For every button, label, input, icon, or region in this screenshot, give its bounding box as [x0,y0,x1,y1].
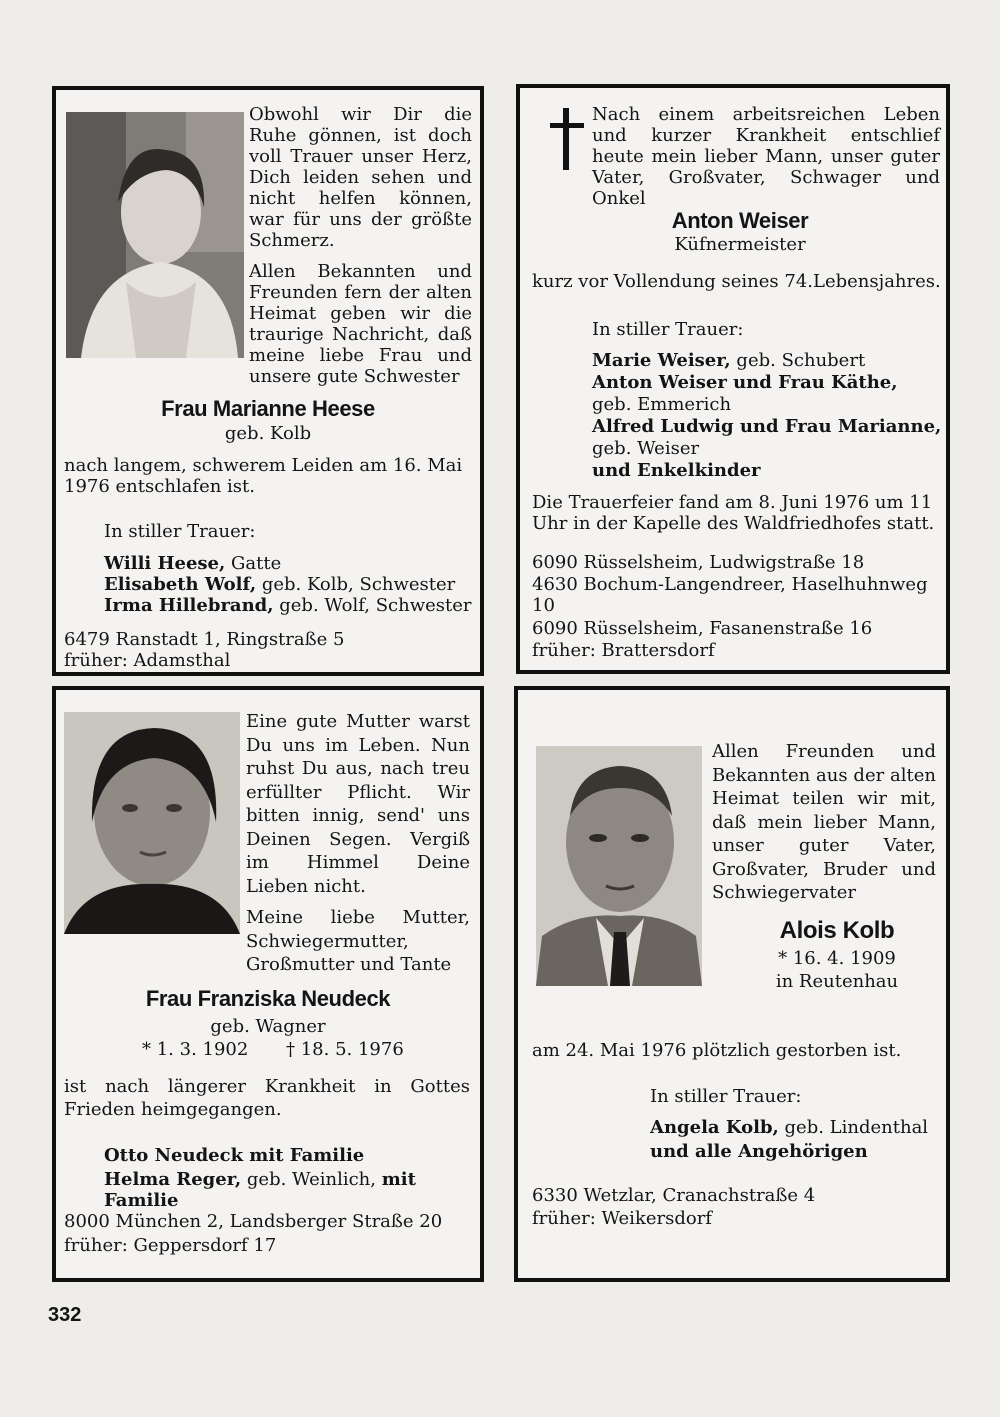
mourner-name: Helma Reger, [104,1169,242,1190]
obituary-alois-kolb [514,686,950,1282]
mourner-line [104,1169,480,1211]
mourner-family: mit Familie [104,1169,416,1211]
mourner-relation: geb. Kolb, Schwester [256,574,456,595]
birth-date: * 16. 4. 1909 [778,948,896,969]
obituary-franziska-neudeck [52,686,484,1282]
former-address-line: früher: Adamsthal [64,650,231,671]
mourner-name: Angela Kolb, [650,1117,779,1138]
obituary-marianne-heese [52,86,484,676]
former-address-line: früher: Geppersdorf 17 [64,1235,277,1256]
mourner-name: Willi Heese, [104,553,226,574]
mourning-label: In stiller Trauer: [104,521,256,542]
death-date: † 18. 5. 1976 [286,1039,404,1060]
death-notice-text: nach langem, schwerem Leiden am 16. Mai 1976 entschlafen ist. [64,455,463,497]
address-line: 4630 Bochum-Langendreer, Haselhuhnweg 10 [532,574,928,616]
mourner-relation: geb. Schubert [730,350,866,371]
mourner-line [650,1117,928,1138]
address-line: 6330 Wetzlar, Cranachstraße 4 [532,1185,816,1206]
mourner-line: Alfred Ludwig und Frau Marianne, [592,416,942,437]
obituary-anton-weiser [516,84,950,674]
portrait-photo-marianne-heese [66,112,244,358]
former-address-line: früher: Weikersdorf [532,1208,712,1229]
birth-date: * 1. 3. 1902 [142,1039,249,1060]
mourner-line [592,350,865,371]
deceased-name: Alois Kolb [779,917,895,944]
mourner-name: Marie Weiser, [592,350,731,371]
address-line: 8000 München 2, Landsberger Straße 20 [64,1211,443,1232]
mourner-line: und alle Angehörigen [650,1141,868,1162]
mourner-relation: Gatte [225,553,282,574]
cross-icon [550,108,584,170]
maiden-name: geb. Wagner [210,1016,326,1037]
announcement-text: Allen Bekannten und Freunden fern der alten Heimat geben wir die traurige Nachricht, daß meine liebe Frau und unsere gute Schwester [249,261,472,387]
mourning-label: In stiller Trauer: [592,319,744,340]
portrait-photo-franziska-neudeck [64,712,240,934]
announcement-text: Nach einem arbeitsreichen Leben und kurzer Krankheit entschlief heute mein lieber Mann, unser guter Vater, Großvater, Schwager und Onkel [592,104,940,209]
birth-place: in Reutenhau [775,971,899,992]
mourner-relation: geb. Lindenthal [778,1117,929,1138]
mourner-relation: geb. Weiser [592,438,700,459]
mourner-line [104,595,472,616]
mourner-relation: geb. Wolf, Schwester [273,595,472,616]
maiden-name: geb. Kolb [224,423,312,444]
page-number: 332 [48,1304,82,1326]
announcement-text: Allen Freunden und Bekannten aus der alten Heimat teilen wir mit, daß mein lieber Mann, unser guter Vater, Großvater, Bruder und Schwiegervater [712,741,936,903]
address-line: 6090 Rüsselsheim, Fasanenstraße 16 [532,618,873,639]
mourner-line [104,553,281,574]
mourner-line: Otto Neudeck mit Familie [104,1145,365,1166]
poem-text: Eine gute Mutter warst Du uns im Leben. Nun ruhst Du aus, nach treu erfüllter Pflicht. Wir bitten innig, send' uns Deinen Segen. Vergiß im Himmel Deine Lieben nicht. [246,711,470,897]
address-line: 6090 Rüsselsheim, Ludwigstraße 18 [532,552,865,573]
mourner-relation: geb. Emmerich [592,394,732,415]
mourner-line: Anton Weiser und Frau Käthe, [592,372,898,393]
mourner-line: und Enkelkinder [592,460,761,481]
poem-text: Obwohl wir Dir die Ruhe gönnen, ist doch voll Trauer unser Herz, Dich leiden sehen und nicht helfen können, war für uns der größte Schmerz. [249,104,472,251]
deceased-name: Frau Marianne Heese [161,396,375,421]
mourner-name: Elisabeth Wolf, [104,574,257,595]
deceased-name: Anton Weiser [671,208,809,233]
mourner-name: Irma Hillebrand, [104,595,274,616]
profession: Küfnermeister [674,234,806,255]
mourning-label: In stiller Trauer: [650,1086,802,1107]
announcement-text: Meine liebe Mutter, Schwiegermutter, Großmutter und Tante [246,907,470,975]
deceased-name: Frau Franziska Neudeck [145,986,391,1011]
mourner-relation: geb. Weinlich, [241,1169,382,1190]
portrait-photo-alois-kolb [536,746,702,986]
address-line: 6479 Ranstadt 1, Ringstraße 5 [64,629,345,650]
former-address-line: früher: Brattersdorf [532,640,715,661]
funeral-text: Die Trauerfeier fand am 8. Juni 1976 um 11 Uhr in der Kapelle des Waldfriedhofes statt. [532,492,935,534]
death-notice-text: kurz vor Vollendung seines 74.Lebensjahres. [532,271,941,292]
death-notice-text: am 24. Mai 1976 plötzlich gestorben ist. [532,1040,902,1061]
mourner-line [104,574,455,595]
death-notice-text: ist nach längerer Krankheit in Gottes Frieden heimgegangen. [64,1076,470,1120]
